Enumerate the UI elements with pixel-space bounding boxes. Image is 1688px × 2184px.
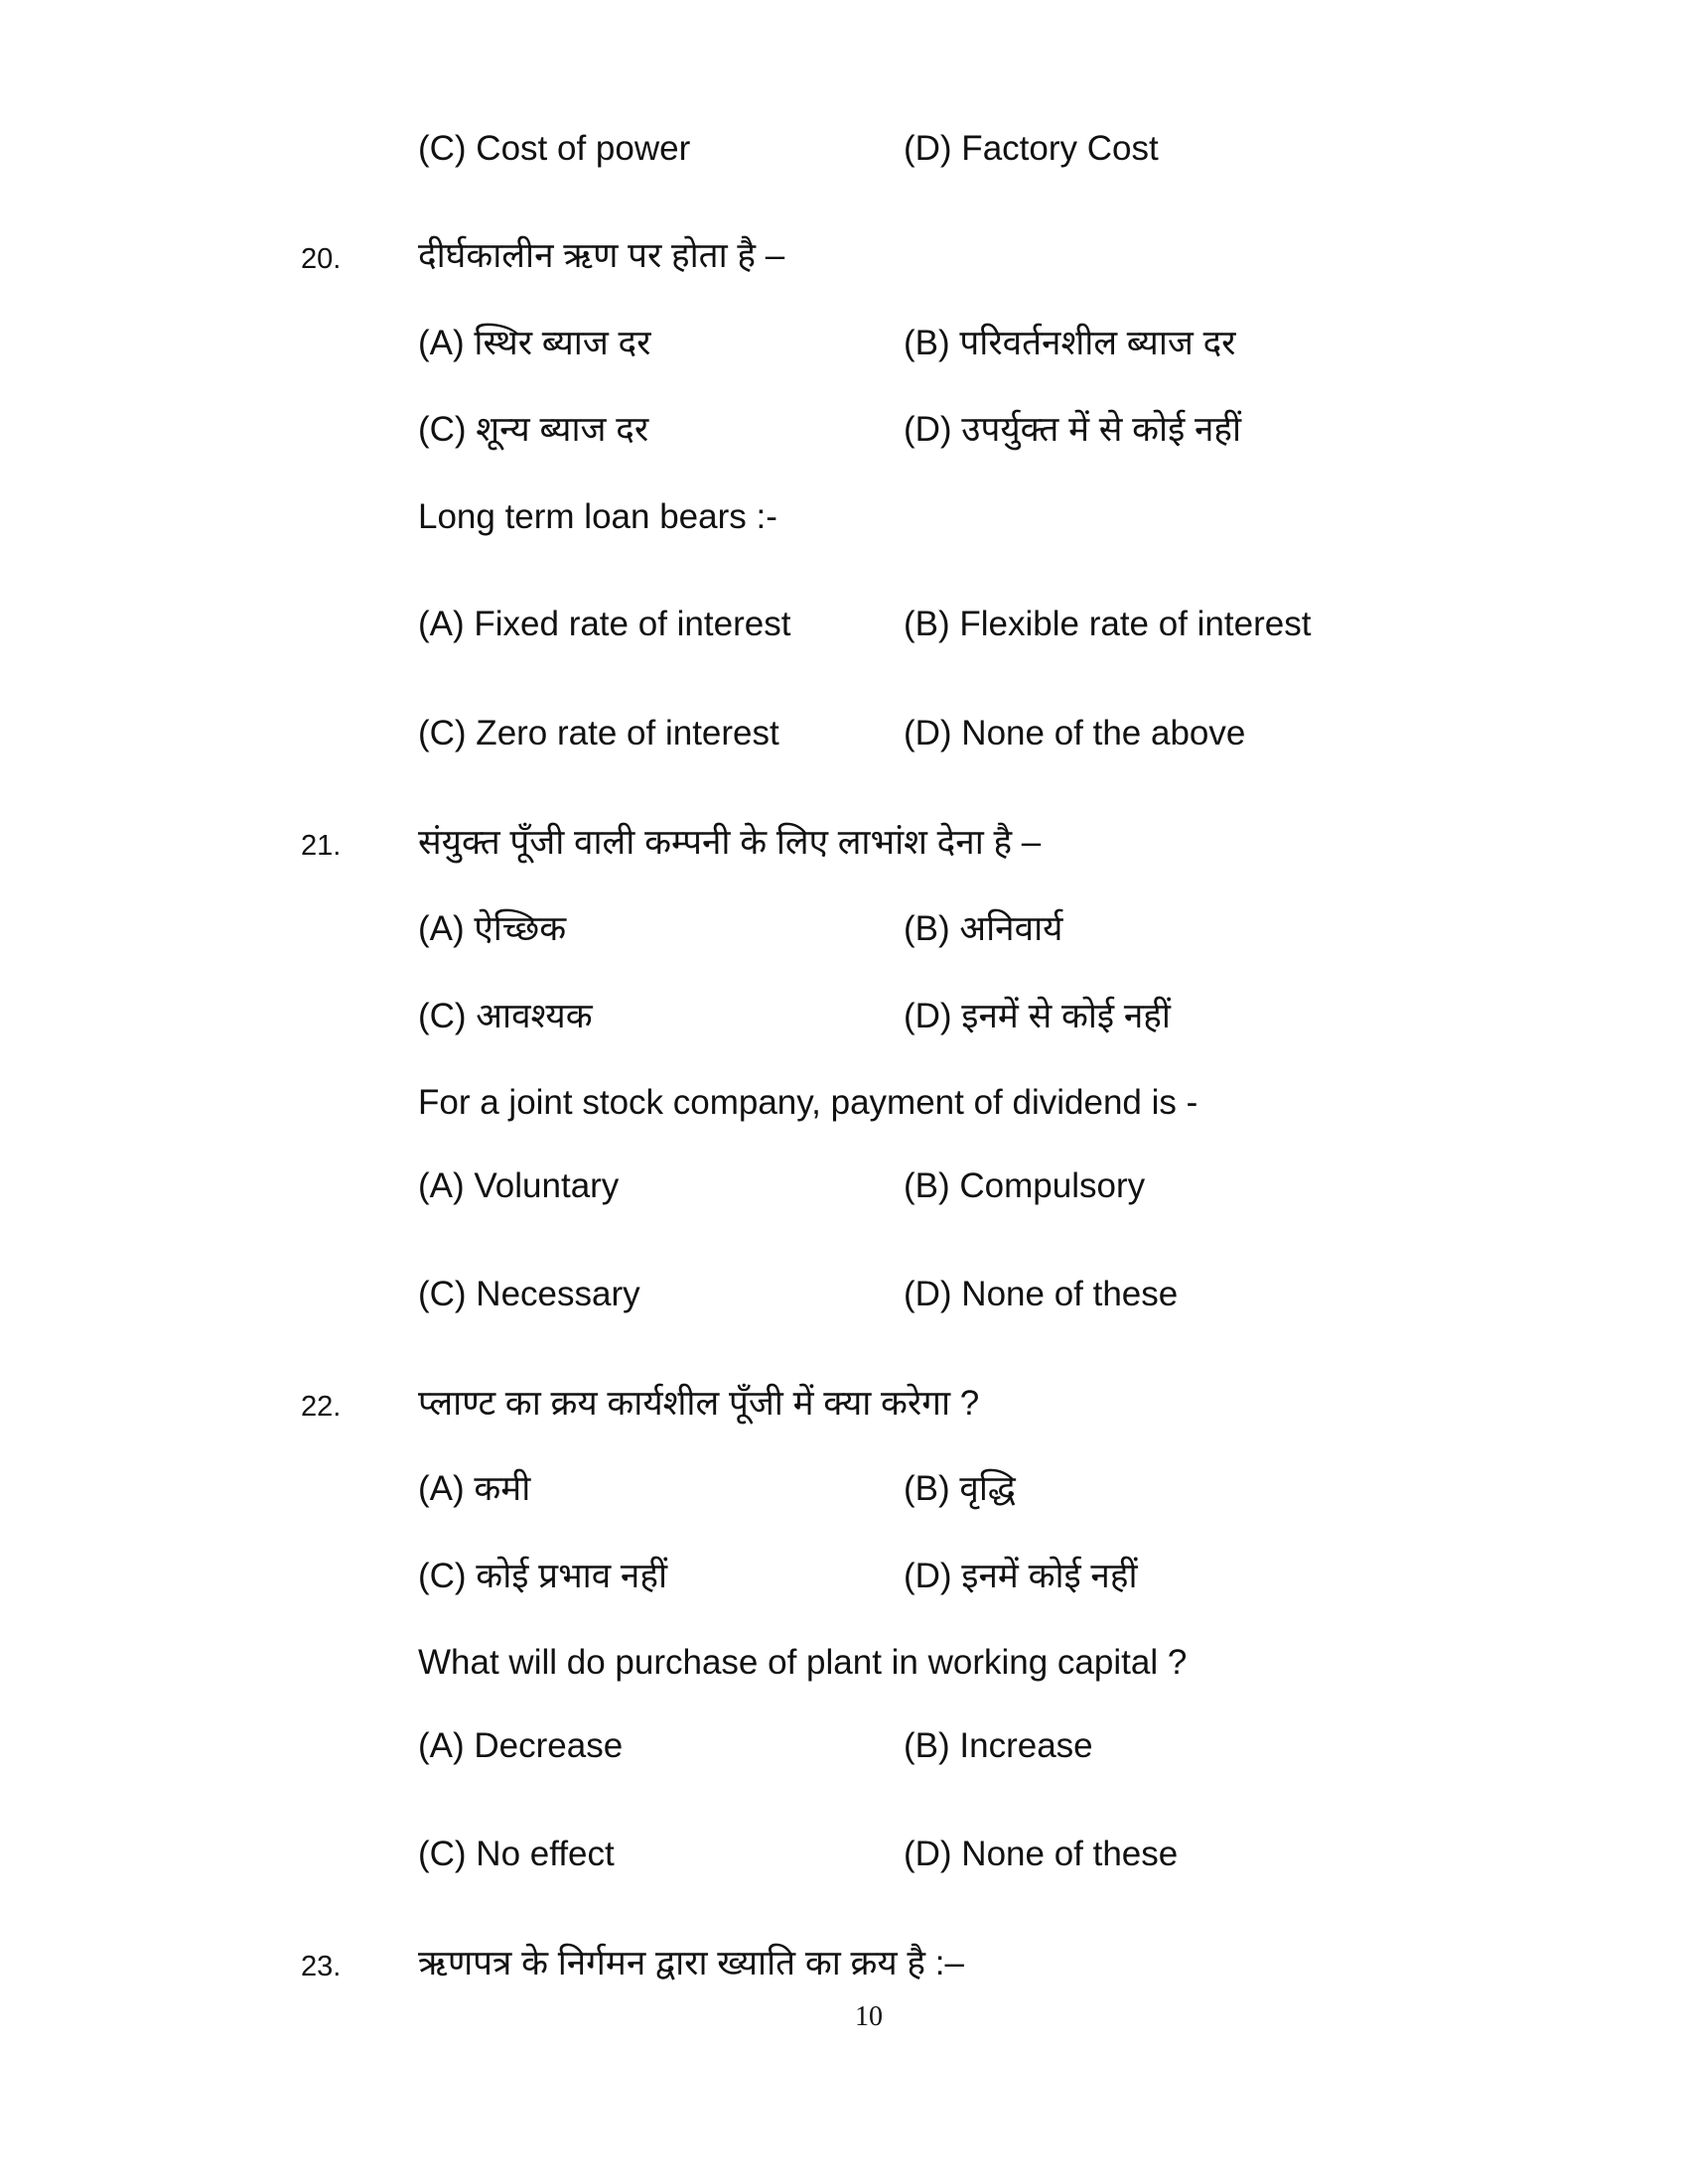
question-number: 21. [301, 830, 342, 862]
option-b-english: (B) Compulsory [904, 1166, 1146, 1205]
question-text-english: Long term loan bears :- [418, 497, 777, 536]
option-b-hindi: (B) वृद्धि [904, 1469, 1016, 1508]
option-c-hindi: (C) आवश्यक [418, 997, 593, 1035]
option-a-hindi: (A) स्थिर ब्याज दर [418, 324, 651, 362]
option-c-english: (C) Necessary [418, 1275, 640, 1313]
option-a-hindi: (A) ऐच्छिक [418, 909, 567, 948]
question-number: 23. [301, 1951, 342, 1982]
question-text-hindi: दीर्घकालीन ऋण पर होता है – [418, 236, 785, 275]
option-b-hindi: (B) परिवर्तनशील ब्याज दर [904, 324, 1236, 362]
option-b-english: (B) Increase [904, 1726, 1093, 1765]
question-text-hindi: प्लाण्ट का क्रय कार्यशील पूँजी में क्या करेगा ? [418, 1384, 980, 1423]
option-d-hindi: (D) इनमें से कोई नहीं [904, 997, 1171, 1035]
option-c-hindi: (C) कोई प्रभाव नहीं [418, 1557, 668, 1595]
question-number: 20. [301, 243, 342, 275]
q19-option-d: (D) Factory Cost [904, 129, 1159, 168]
option-d-hindi: (D) इनमें कोई नहीं [904, 1557, 1138, 1595]
option-d-english: (D) None of the above [904, 714, 1246, 752]
option-a-hindi: (A) कमी [418, 1469, 531, 1508]
option-c-hindi: (C) शून्य ब्याज दर [418, 410, 649, 449]
option-b-english: (B) Flexible rate of interest [904, 605, 1312, 643]
question-text-english: What will do purchase of plant in working capital ? [418, 1643, 1188, 1682]
question-text-english: For a joint stock company, payment of dividend is - [418, 1083, 1198, 1122]
option-d-english: (D) None of these [904, 1835, 1179, 1873]
option-a-english: (A) Decrease [418, 1726, 624, 1765]
question-text-hindi: ऋणपत्र के निर्गमन द्वारा ख्याति का क्रय है :– [418, 1944, 964, 1982]
page-number: 10 [855, 2001, 883, 2032]
option-c-english: (C) No effect [418, 1835, 615, 1873]
question-number: 22. [301, 1391, 342, 1423]
option-d-hindi: (D) उपर्युक्त में से कोई नहीं [904, 410, 1242, 449]
option-d-english: (D) None of these [904, 1275, 1179, 1313]
question-text-hindi: संयुक्त पूँजी वाली कम्पनी के लिए लाभांश देना है – [418, 823, 1042, 862]
option-c-english: (C) Zero rate of interest [418, 714, 779, 752]
option-a-english: (A) Voluntary [418, 1166, 620, 1205]
q19-option-c: (C) Cost of power [418, 129, 691, 168]
option-a-english: (A) Fixed rate of interest [418, 605, 791, 643]
option-b-hindi: (B) अनिवार्य [904, 909, 1063, 948]
